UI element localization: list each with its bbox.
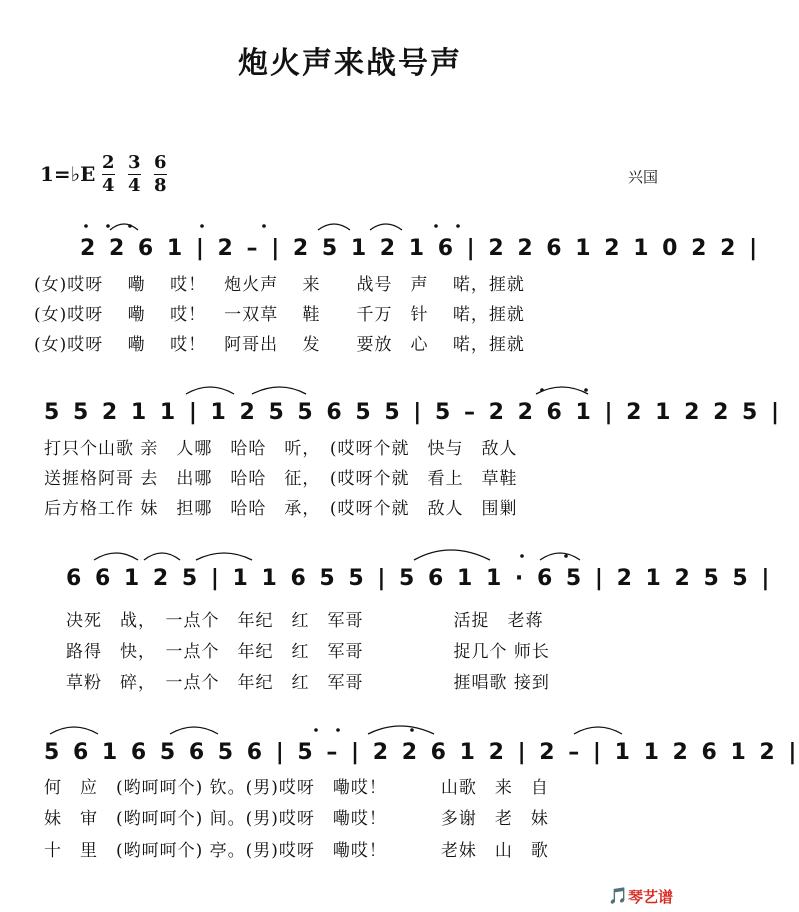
meter-denominator: 4 <box>102 175 115 196</box>
meter-numerator: 2 <box>102 152 115 173</box>
octave-dot <box>200 224 204 228</box>
meter-numerator: 3 <box>128 152 141 173</box>
octave-dot <box>336 728 340 732</box>
system-2-notes: 5 5 2 1 1 | 1 2 5 5 6 5 5 | 5 – 2 2 6 1 | 2 1 2 2 5 | <box>44 400 783 425</box>
octave-dot <box>106 224 110 228</box>
system-4-notes: 5 6 1 6 5 6 5 6 | 5 – | 2 2 6 1 2 | 2 – | 1 1 2 6 1 2 | <box>44 740 799 765</box>
system-3-lyric-verse-1: 决死 战， 一点个 年纪 红 军哥 活捉 老蒋 <box>66 611 544 631</box>
octave-dot <box>564 554 568 558</box>
system-3-lyric-verse-2: 路得 快， 一点个 年纪 红 军哥 捉几个 师长 <box>66 642 550 662</box>
system-2-lyric-verse-2: 送捱格阿哥 去 出哪 哈哈 征， (哎呀个就 看上 草鞋 <box>44 469 518 489</box>
slur-mark <box>186 387 234 394</box>
octave-dot <box>520 554 524 558</box>
key-signature: 1=♭E <box>40 162 96 186</box>
slur-mark <box>170 727 218 734</box>
system-2-lyric-verse-1: 打只个山歌 亲 人哪 哈哈 听， (哎呀个就 快与 敌人 <box>44 439 518 459</box>
slur-mark <box>144 553 180 560</box>
slur-mark <box>370 224 402 230</box>
slur-mark <box>414 550 490 560</box>
meter-numerator: 6 <box>154 152 167 173</box>
slur-mark <box>110 224 138 230</box>
octave-dot <box>540 388 544 392</box>
system-4-lyric-verse-2: 妹 审 (哟呵呵个) 间。(男)哎呀 嘞哎！ 多谢 老 妹 <box>44 809 549 829</box>
meter-denominator: 4 <box>128 175 141 196</box>
slur-mark <box>94 553 138 560</box>
slur-mark <box>252 387 306 394</box>
system-4-lyric-verse-1: 何 应 (哟呵呵个) 钦。(男)哎呀 嘞哎！ 山歌 来 自 <box>44 778 549 798</box>
slur-mark <box>536 387 588 394</box>
page-title: 炮火声来战号声 <box>238 46 462 81</box>
slur-mark <box>196 553 252 560</box>
octave-dot <box>456 224 460 228</box>
system-1-lyric-verse-3: (女)哎呀 嘞 哎！ 阿哥出 发 要放 心 喏，捱就 <box>34 335 525 355</box>
system-3-lyric-verse-3: 草粉 碎， 一点个 年纪 红 军哥 捱唱歌 接到 <box>66 673 550 693</box>
octave-dot <box>410 728 414 732</box>
slur-mark <box>368 726 434 734</box>
octave-dot <box>584 388 588 392</box>
slur-mark <box>50 727 98 734</box>
octave-dot <box>262 224 266 228</box>
composer-credit: 兴国 <box>628 168 659 186</box>
watermark-text: 琴艺谱 <box>628 888 674 906</box>
system-3-notes: 6 6 1 2 5 | 1 1 6 5 5 | 5 6 1 1 · 6 5 | 2 1 2 5 5 | <box>66 566 773 591</box>
slur-mark <box>540 553 580 560</box>
slur-mark <box>574 727 622 734</box>
system-4-lyric-verse-3: 十 里 (哟呵呵个) 亭。(男)哎呀 嘞哎！ 老妹 山 歌 <box>44 841 549 861</box>
octave-dot <box>84 224 88 228</box>
octave-dot <box>434 224 438 228</box>
octave-dot <box>128 224 132 228</box>
meter-denominator: 8 <box>154 175 167 196</box>
watermark-logo-icon: 🎵 <box>608 886 628 905</box>
system-1-notes: 2 2 6 1 | 2 – | 2 5 1 2 1 6 | 2 2 6 1 2 1 0 2 2 | <box>80 236 761 261</box>
slur-mark <box>318 224 350 230</box>
octave-dot <box>314 728 318 732</box>
system-1-lyric-verse-2: (女)哎呀 嘞 哎！ 一双草 鞋 千万 针 喏，捱就 <box>34 305 525 325</box>
system-1-lyric-verse-1: (女)哎呀 嘞 哎！ 炮火声 来 战号 声 喏，捱就 <box>34 275 525 295</box>
system-2-lyric-verse-3: 后方格工作 妹 担哪 哈哈 承， (哎呀个就 敌人 围剿 <box>44 499 518 519</box>
